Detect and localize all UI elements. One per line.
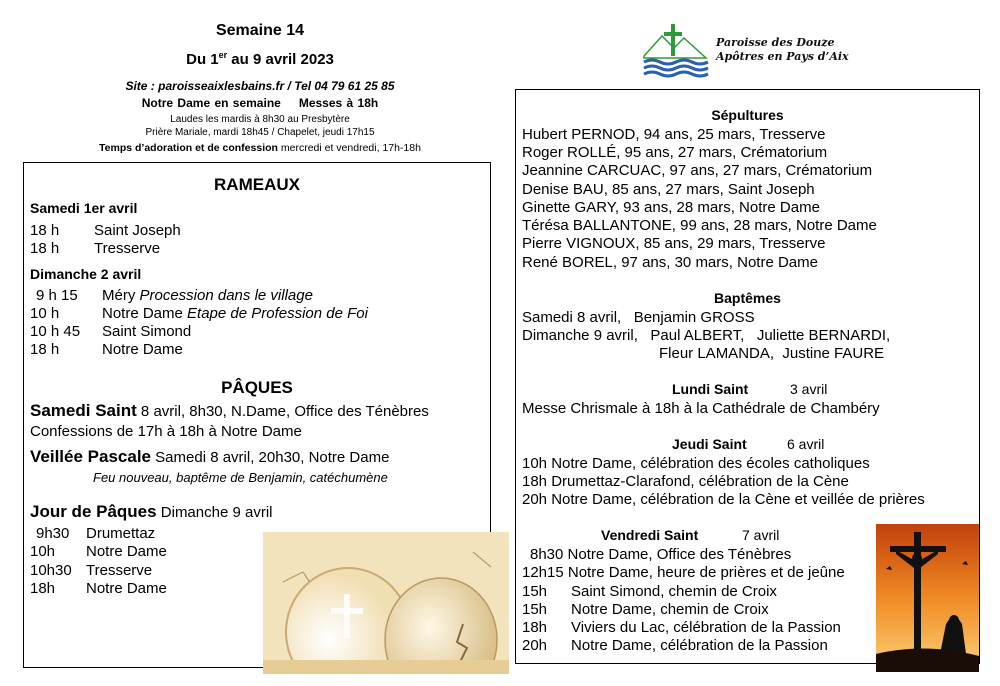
veillee-text: Samedi 8 avril, 20h30, Notre Dame <box>151 449 390 466</box>
row-time: 10 h 45 <box>30 323 81 340</box>
vendredi-row <box>522 637 828 655</box>
row-time: 15h <box>522 583 548 600</box>
jeudi-line: 10h Notre Dame, célébration des écoles catholiques <box>522 455 870 472</box>
row-time: 8h30 <box>530 546 564 563</box>
samedi-saint <box>30 402 429 421</box>
row-place: Drumettaz <box>86 525 156 542</box>
confessions-line: Confessions de 17h à 18h à Notre Dame <box>30 423 302 440</box>
row-time: 18 h <box>30 222 60 239</box>
parish-name-line2: Apôtres en Pays d’Aix <box>716 50 849 63</box>
vendredi-row <box>522 583 777 601</box>
jour-de-paques <box>30 503 273 522</box>
jour-row-1 <box>36 525 155 543</box>
adoration-times: mercredi et vendredi, 17h-18h <box>277 142 421 154</box>
jour-row-3 <box>30 562 152 580</box>
lundi-saint-line: Messe Chrismale à 18h à la Cathédrale de Chambéry <box>522 400 880 417</box>
dates-end: au 9 avril 2023 <box>227 51 334 68</box>
row-place: Notre Dame <box>102 341 183 358</box>
row-text: Notre Dame, Office des Ténèbres <box>563 546 792 563</box>
vendredi-row <box>522 601 769 619</box>
sepulture-item: René BOREL, 97 ans, 30 mars, Notre Dame <box>522 254 818 271</box>
notre-dame-weekday: Notre Dame en semaine <box>141 96 281 110</box>
jeudi-line: 18h Drumettaz-Clarafond, célébration de la Cène <box>522 473 849 490</box>
row-note: Procession dans le village <box>139 287 313 304</box>
row-place: Tresserve <box>86 562 153 579</box>
jour-text: Dimanche 9 avril <box>156 504 273 521</box>
samedi-saint-text: 8 avril, 8h30, N.Dame, Office des Ténèbres <box>136 403 429 420</box>
sepulture-item: Denise BAU, 85 ans, 27 mars, Saint Joseph <box>522 181 815 198</box>
row-time: 20h <box>522 637 548 654</box>
jeudi-line: 20h Notre Dame, célébration de la Cène et veillée de prières <box>522 491 925 508</box>
vendredi-saint-title: Vendredi Saint <box>601 527 699 543</box>
dimanche-title: Dimanche 2 avril <box>30 266 142 282</box>
vendredi-saint-date: 7 avril <box>742 527 780 543</box>
row-time: 10h30 <box>30 562 72 579</box>
sepulture-item: Ginette GARY, 93 ans, 28 mars, Notre Dame <box>522 199 820 216</box>
row-time: 9h30 <box>36 525 70 542</box>
bapteme-line: Samedi 8 avril, Benjamin GROSS <box>522 309 755 326</box>
laudes-info: Laudes les mardis à 8h30 au Presbytère <box>170 114 350 125</box>
row-text: Notre Dame, célébration de la Passion <box>571 637 828 654</box>
dimanche-row-3 <box>30 323 191 341</box>
adoration-info <box>20 142 500 154</box>
sepulture-item: Térésa BALLANTONE, 99 ans, 28 mars, Notre Dame <box>522 217 877 234</box>
parish-name <box>716 36 849 64</box>
sepulture-item: Pierre VIGNOUX, 85 ans, 29 mars, Tresserve <box>522 235 826 252</box>
jeudi-saint-title: Jeudi Saint <box>672 436 747 452</box>
row-place: Tresserve <box>94 240 161 257</box>
parish-logo-icon <box>640 22 710 82</box>
dates-sup: er <box>218 50 228 60</box>
adoration-label: Temps d’adoration et de confession <box>99 142 278 154</box>
sepultures-title: Sépultures <box>711 107 784 123</box>
row-note: Etape de Profession de Foi <box>187 305 368 322</box>
vendredi-row <box>522 619 841 637</box>
dimanche-row-2 <box>30 305 368 323</box>
jour-row-2 <box>30 543 167 561</box>
row-place: Saint Simond <box>102 323 192 340</box>
row-time: 9 h 15 <box>36 287 78 304</box>
row-time: 18h <box>30 580 56 597</box>
samedi-title: Samedi 1er avril <box>30 200 138 216</box>
row-place: Saint Joseph <box>94 222 181 239</box>
row-place: Notre Dame <box>102 305 188 322</box>
week-dates <box>110 50 410 68</box>
sepulture-item: Jeannine CARCUAC, 97 ans, 27 mars, Crématorium <box>522 162 873 179</box>
jour-title: Jour de Pâques <box>30 502 157 521</box>
baptemes-title: Baptêmes <box>714 290 781 306</box>
dates-start: Du 1 <box>186 51 219 68</box>
row-place: Notre Dame <box>86 580 167 597</box>
row-place: Notre Dame <box>86 543 167 560</box>
parish-name-line1: Paroisse des Douze <box>716 36 835 49</box>
empty-tomb-image <box>263 532 509 674</box>
jour-row-4 <box>30 580 167 598</box>
site-contact[interactable]: Site : paroisseaixlesbains.fr / Tel 04 79 61 25 85 <box>125 79 395 93</box>
vendredi-row <box>522 564 845 582</box>
vendredi-row <box>530 546 791 564</box>
sepulture-item: Roger ROLLÉ, 95 ans, 27 mars, Crématorium <box>522 144 828 161</box>
crucifixion-image <box>876 524 979 672</box>
row-time: 12h15 <box>522 564 564 581</box>
dimanche-row-1 <box>36 287 313 305</box>
week-title: Semaine 14 <box>215 22 305 39</box>
row-time: 18 h <box>30 341 60 358</box>
veillee-note: Feu nouveau, baptême de Benjamin, catéchumène <box>93 470 388 485</box>
row-time: 18h <box>522 619 548 636</box>
row-time: 15h <box>522 601 548 618</box>
jeudi-saint-date: 6 avril <box>787 436 825 452</box>
samedi-row-2 <box>30 240 160 258</box>
row-time: 10 h <box>30 305 60 322</box>
row-text: Viviers du Lac, célébration de la Passion <box>571 619 841 636</box>
lundi-saint-date: 3 avril <box>790 381 828 397</box>
paques-title: PÂQUES <box>221 378 293 397</box>
lundi-saint-title: Lundi Saint <box>672 381 749 397</box>
priere-info: Prière Mariale, mardi 18h45 / Chapelet, jeudi 17h15 <box>145 127 375 138</box>
row-text: Saint Simond, chemin de Croix <box>571 583 777 600</box>
samedi-saint-title: Samedi Saint <box>30 401 137 420</box>
veillee-title: Veillée Pascale <box>30 447 151 466</box>
veillee-pascale <box>30 448 389 467</box>
weekday-masses <box>40 96 480 110</box>
row-place: Méry <box>102 287 140 304</box>
row-text: Notre Dame, chemin de Croix <box>571 601 769 618</box>
rameaux-title: RAMEAUX <box>214 175 300 194</box>
bapteme-line: Fleur LAMANDA, Justine FAURE <box>659 345 885 362</box>
dimanche-row-4 <box>30 341 183 359</box>
sepulture-item: Hubert PERNOD, 94 ans, 25 mars, Tresserve <box>522 126 826 143</box>
samedi-row-1 <box>30 222 181 240</box>
row-time: 18 h <box>30 240 60 257</box>
row-time: 10h <box>30 543 56 560</box>
row-text: Notre Dame, heure de prières et de jeûne <box>563 564 845 581</box>
bapteme-line: Dimanche 9 avril, Paul ALBERT, Juliette BERNARDI, <box>522 327 891 344</box>
messes-time: Messes à 18h <box>298 96 379 110</box>
